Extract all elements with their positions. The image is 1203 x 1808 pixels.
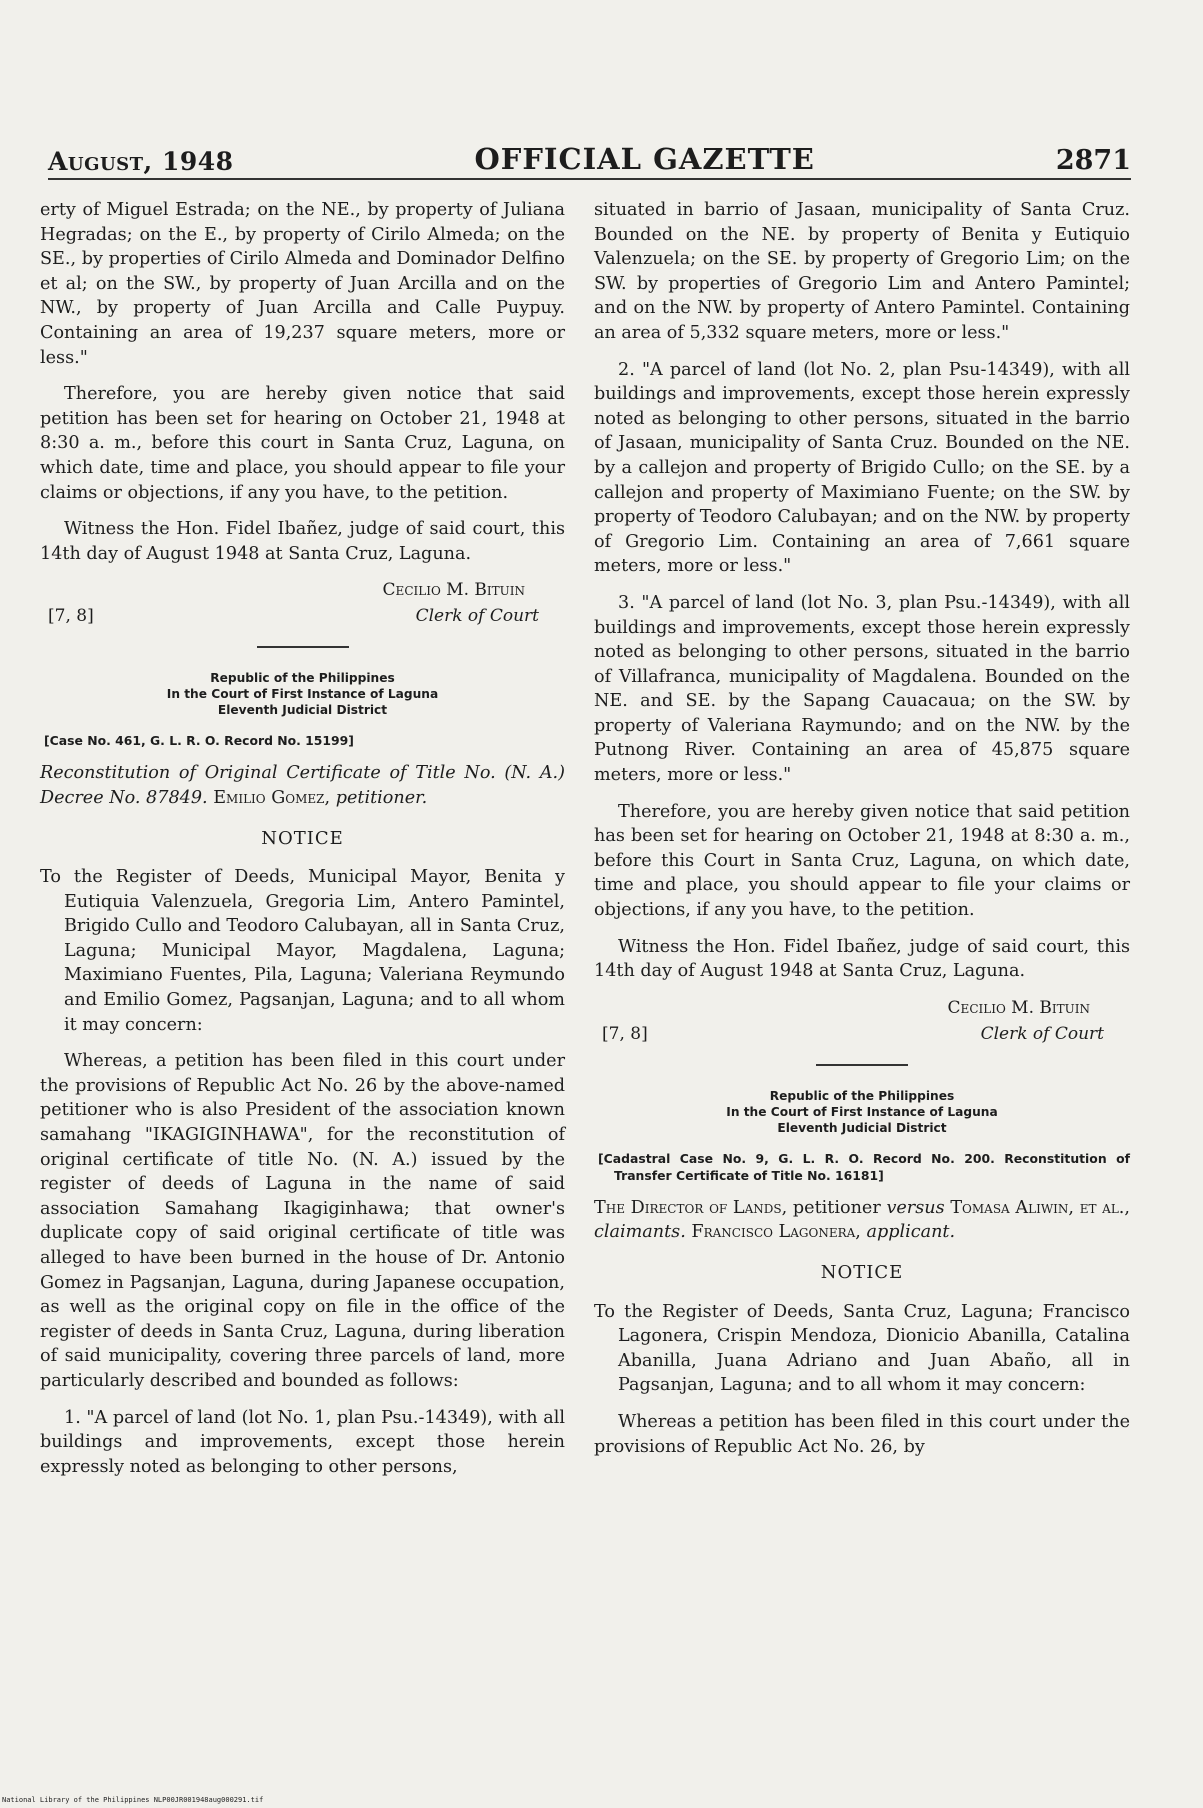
caption-applicant: Francisco Lagonera,	[691, 1222, 861, 1243]
case-caption	[40, 761, 565, 810]
case-reference: [Case No. 461, G. L. R. O. Record No. 15199]	[44, 733, 354, 749]
case-reference: [Cadastral Case No. 9, G. L. R. O. Record No. 200. Reconstitution of Transfer Certificate of Title No. 16181]	[598, 1150, 1130, 1183]
signature-block	[594, 996, 1130, 1050]
therefore-paragraph: Therefore, you are hereby given notice that said petition has been set for hearing on October 21, 1948 at 8:30 a. m., before this Court in Santa Cruz, Laguna, on which date, time and place, you should appear to file your claims or objections, if any you have, to the petition.	[594, 801, 1130, 921]
caption-versus: versus	[886, 1197, 945, 1218]
issue-code: [7, 8]	[602, 1023, 648, 1044]
section-divider	[816, 1064, 908, 1066]
court-district: Eleventh Judicial District	[777, 1120, 947, 1135]
therefore-paragraph: Therefore, you are hereby given notice that said petition has been set for hearing on October 21, 1948 at 8:30 a. m., before this court in Santa Cruz, Laguna, on which date, time and place, you should appear to file your claims or objections, if any you have, to the petition.	[40, 384, 565, 503]
notice-heading: NOTICE	[261, 827, 344, 849]
page-number: 2871	[1055, 145, 1131, 176]
court-district: Eleventh Judicial District	[217, 703, 388, 718]
whereas-paragraph: Whereas, a petition has been filed in this court under the provisions of Republic Act No. 26 by the above-named petitioner who is also President of the association known samahang "IKAGIGINHAWA", for the reconstitution of original certificate of title No. (N. A.) issued by the register of deeds of Laguna in the name of said association Samahang Ikagiginhawa; that owner's duplicate copy of said original certificate of title was alleged to have been burned in the house of Dr. Antonio Gomez in Pagsanjan, Laguna, during Japanese occupation, as well as the original copy on file in the office of the register of deeds in Santa Cruz, Laguna, during liberation of said municipality, covering three parcels of land, more particularly described and bounded as follows:	[40, 1051, 565, 1391]
left-column	[40, 198, 565, 1491]
witness-paragraph: Witness the Hon. Fidel Ibañez, judge of said court, this 14th day of August 1948 at Santa Cruz, Laguna.	[40, 519, 565, 564]
caption-applicant-role: applicant.	[866, 1222, 956, 1243]
court-name: In the Court of First Instance of Laguna	[166, 687, 439, 702]
section-divider	[257, 646, 349, 648]
court-heading	[40, 670, 565, 718]
signature-block	[40, 578, 565, 632]
parcel-2: 2. "A parcel of land (lot No. 2, plan Psu-14349), with all buildings and improvements, except those herein expressly noted as belonging to other persons, situated in the barrio of Jasaan, municipality of Santa Cruz. Bounded on the NE. by a callejon and property of Brigido Cullo; on the SE. by a callejon and property of Maximiano Fuente; on the SW. by property of Teodoro Calubayan; and on the NW. by property of Gregorio Lim. Containing an area of 7,661 square meters, more or less."	[594, 359, 1130, 577]
clerk-name: Cecilio M. Bituin	[382, 580, 525, 601]
header-rule	[48, 178, 1131, 180]
notice-addressees: To the Register of Deeds, Santa Cruz, Laguna; Francisco Lagonera, Crispin Mendoza, Dionicio Abanilla, Catalina Abanilla, Juana Adriano and Juan Abaño, all in Pagsanjan, Laguna; and to all whom it may concern:	[594, 1301, 1130, 1396]
parcel-3: 3. "A parcel of land (lot No. 3, plan Psu.-14349), with all buildings and improvements, except those herein expressly noted as belonging to other persons, situated in the barrio of Villafranca, municipality of Magdalena. Bounded on the NE. and SE. by the Sapang Cauacaua; on the SW. by property of Valeriana Raymundo; and on the NW. by the Putnong River. Containing an area of 45,875 square meters, more or less."	[594, 592, 1130, 786]
caption-role: petitioner.	[335, 787, 428, 808]
witness-paragraph: Witness the Hon. Fidel Ibañez, judge of said court, this 14th day of August 1948 at Santa Cruz, Laguna.	[594, 936, 1130, 982]
court-name: In the Court of First Instance of Laguna	[726, 1104, 998, 1119]
caption-claimants-role: claimants.	[594, 1222, 686, 1243]
clerk-title: Clerk of Court	[415, 606, 539, 627]
notice-heading: NOTICE	[820, 1262, 904, 1283]
case-caption	[594, 1196, 1130, 1245]
caption-petitioner: The Director of Lands,	[594, 1197, 788, 1218]
page-header	[48, 132, 1131, 176]
caption-petitioner-role: petitioner	[792, 1197, 881, 1218]
court-republic: Republic of the Philippines	[210, 671, 395, 686]
clerk-title: Clerk of Court	[980, 1023, 1104, 1044]
court-heading	[594, 1088, 1130, 1136]
parcel-1: 1. "A parcel of land (lot No. 1, plan Psu.-14349), with all buildings and improvements, except those herein expressly noted as belonging to other persons,	[40, 1407, 565, 1477]
issue-code: [7, 8]	[48, 606, 94, 627]
caption-petitioner: Emilio Gomez,	[213, 787, 331, 808]
caption-claimants: Tomasa Aliwin, et al.,	[950, 1197, 1130, 1218]
clerk-name: Cecilio M. Bituin	[947, 997, 1090, 1018]
scan-footer: National Library of the Philippines NLP00JR001948aug000291.tif	[2, 1796, 264, 1804]
notice-addressees: To the Register of Deeds, Municipal Mayor, Benita y Eutiquia Valenzuela, Gregoria Lim, Antero Pamintel, Brigido Cullo and Teodoro Calubayan, all in Santa Cruz, Laguna; Municipal Mayor, Magdalena, Laguna; Maximiano Fuentes, Pila, Laguna; Valeriana Reymundo and Emilio Gomez, Pagsanjan, Laguna; and to all whom it may concern:	[40, 867, 565, 1035]
right-column	[594, 198, 1130, 1471]
header-date: August, 1948	[48, 147, 234, 176]
caption-title: Reconstitution of Original Certificate of Title No. (N. A.) Decree No. 87849.	[40, 763, 565, 808]
whereas-paragraph: Whereas a petition has been filed in this court under the provisions of Republic Act No. 26, by	[594, 1411, 1130, 1457]
parcel-1-continued: situated in barrio of Jasaan, municipality of Santa Cruz. Bounded on the NE. by property of Benita y Eutiquio Valenzuela; on the SE. by property of Gregorio Lim; on the SW. by properties of Gregorio Lim and Antero Pamintel; and on the NW. by property of Antero Pamintel. Containing an area of 5,332 square meters, more or less."	[594, 200, 1130, 343]
header-title: OFFICIAL GAZETTE	[474, 142, 815, 176]
continued-paragraph: erty of Miguel Estrada; on the NE., by property of Juliana Hegradas; on the E., by property of Cirilo Almeda; on the SE., by properties of Cirilo Almeda and Dominador Delfino et al; on the SW., by property of Juan Arcilla and on the NW., by property of Juan Arcilla and Calle Puypuy. Containing an area of 19,237 square meters, more or less."	[40, 200, 565, 368]
court-republic: Republic of the Philippines	[769, 1088, 955, 1103]
